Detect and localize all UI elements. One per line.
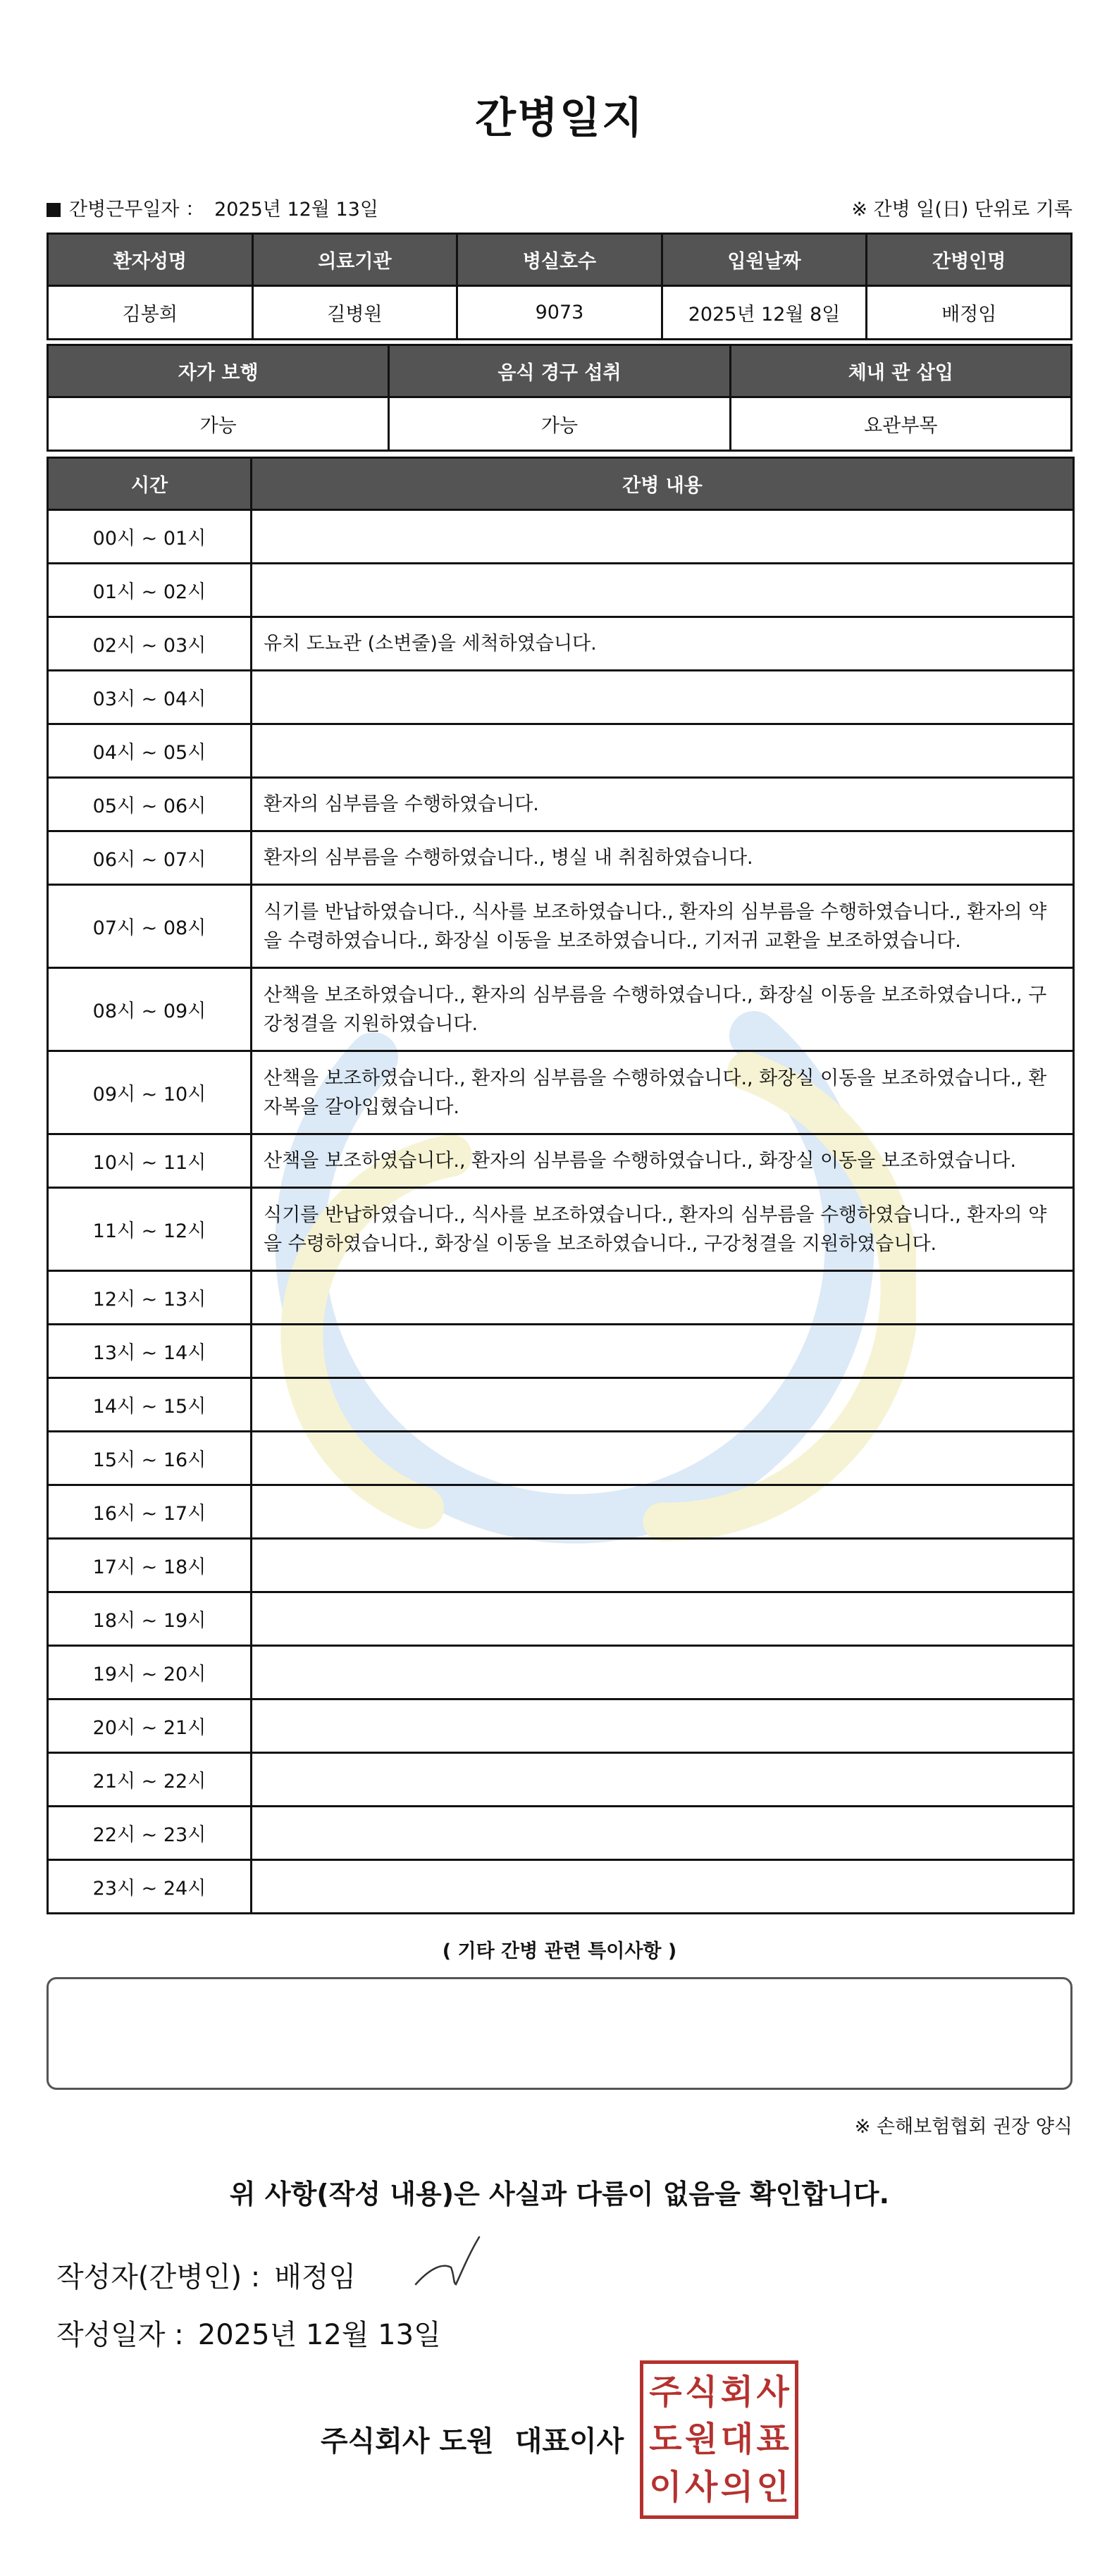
care-log-table <box>47 457 1075 1914</box>
seal-characters <box>648 2368 791 2511</box>
care-content-cell <box>252 1325 1074 1378</box>
notes-title: ( 기타 간병 관련 특이사항 ) <box>442 1940 677 1962</box>
care-content-cell <box>252 1807 1074 1860</box>
header-admission-date: 입원날짜 <box>662 234 867 286</box>
care-content-cell <box>252 1860 1074 1914</box>
work-date-value: 2025년 12월 13일 <box>214 199 378 221</box>
header-hospital: 의료기관 <box>252 234 457 286</box>
header-time: 시간 <box>48 458 252 510</box>
seal-char: 도 <box>649 2420 682 2460</box>
care-content-cell <box>252 1432 1074 1485</box>
seal-char: 의 <box>720 2467 754 2508</box>
time-cell: 01시 ~ 02시 <box>48 564 252 617</box>
care-content-cell: 산책을 보조하였습니다., 환자의 심부름을 수행하였습니다., 화장실 이동을 보조하였습니다. <box>252 1134 1074 1188</box>
table-row <box>48 885 1074 968</box>
care-content-cell <box>252 1485 1074 1539</box>
table-row <box>48 831 1074 885</box>
self-walking: 가능 <box>48 397 389 451</box>
care-content-cell <box>252 724 1074 778</box>
time-cell: 03시 ~ 04시 <box>48 671 252 724</box>
write-date-label: 작성일자 : <box>56 2319 184 2351</box>
square-bullet-icon <box>47 203 61 217</box>
record-unit-note: ※ 간병 일(日) 단위로 기록 <box>851 199 1072 221</box>
time-cell: 21시 ~ 22시 <box>48 1753 252 1807</box>
table-row <box>48 1753 1074 1807</box>
page-title: 간병일지 <box>475 94 644 143</box>
time-cell: 10시 ~ 11시 <box>48 1134 252 1188</box>
care-content-cell <box>252 1378 1074 1432</box>
table-row <box>48 1325 1074 1378</box>
time-cell: 08시 ~ 09시 <box>48 968 252 1051</box>
table-row <box>48 1807 1074 1860</box>
table-row <box>48 1188 1074 1271</box>
header-care-content: 간병 내용 <box>252 458 1074 510</box>
room-number: 9073 <box>457 286 662 340</box>
header-room-number: 병실호수 <box>457 234 662 286</box>
table-row <box>48 1699 1074 1753</box>
header-oral-intake: 음식 경구 섭취 <box>389 345 730 397</box>
time-cell: 23시 ~ 24시 <box>48 1860 252 1914</box>
time-cell: 15시 ~ 16시 <box>48 1432 252 1485</box>
time-cell: 06시 ~ 07시 <box>48 831 252 885</box>
company-seal-stamp <box>640 2360 798 2519</box>
time-cell: 00시 ~ 01시 <box>48 510 252 564</box>
time-cell: 13시 ~ 14시 <box>48 1325 252 1378</box>
work-date <box>47 194 378 221</box>
hospital: 길병원 <box>252 286 457 340</box>
work-date-label: 간병근무일자 ： <box>69 199 205 221</box>
seal-char: 표 <box>756 2420 789 2460</box>
table-row <box>48 1271 1074 1325</box>
care-content-cell <box>252 1646 1074 1699</box>
company-name: 주식회사 도원 <box>321 2425 494 2458</box>
oral-intake: 가능 <box>389 397 730 451</box>
seal-char: 대 <box>720 2420 754 2460</box>
caregiver-name: 배정임 <box>867 286 1072 340</box>
writer-name: 배정임 <box>274 2261 357 2293</box>
seal-char: 인 <box>756 2467 789 2508</box>
table-row <box>48 1051 1074 1134</box>
seal-char: 사 <box>756 2372 789 2412</box>
care-content-cell: 식기를 반납하였습니다., 식사를 보조하였습니다., 환자의 심부름을 수행하였습니다., 환자의 약을 수령하였습니다., 화장실 이동을 보조하였습니다., 구강청결을 지원하였습니다. <box>252 1188 1074 1271</box>
care-content-cell <box>252 671 1074 724</box>
time-cell: 07시 ~ 08시 <box>48 885 252 968</box>
table-row <box>48 1134 1074 1188</box>
table-row <box>48 1485 1074 1539</box>
patient-info-table <box>47 233 1072 340</box>
time-cell: 18시 ~ 19시 <box>48 1592 252 1646</box>
company-rep: 대표이사 <box>514 2425 624 2458</box>
meta-row <box>47 194 1072 222</box>
time-cell: 17시 ~ 18시 <box>48 1539 252 1592</box>
time-cell: 12시 ~ 13시 <box>48 1271 252 1325</box>
seal-char: 원 <box>684 2420 718 2460</box>
seal-char: 식 <box>684 2372 718 2412</box>
header-tube-insertion: 체내 관 삽입 <box>730 345 1071 397</box>
care-content-cell: 식기를 반납하였습니다., 식사를 보조하였습니다., 환자의 심부름을 수행하였습니다., 환자의 약을 수령하였습니다., 화장실 이동을 보조하였습니다., 기저귀 교환을 보조하였습니다. <box>252 885 1074 968</box>
time-cell: 19시 ~ 20시 <box>48 1646 252 1699</box>
table-row <box>48 617 1074 671</box>
patient-status-table <box>47 344 1072 452</box>
table-row <box>48 1646 1074 1699</box>
table-row <box>48 1432 1074 1485</box>
time-cell: 04시 ~ 05시 <box>48 724 252 778</box>
table-row <box>48 1592 1074 1646</box>
company-line <box>321 2419 624 2459</box>
table-row <box>48 778 1074 831</box>
header-self-walking: 자가 보행 <box>48 345 389 397</box>
writer-label: 작성자(간병인) : <box>56 2261 261 2293</box>
seal-char: 주 <box>649 2372 682 2412</box>
care-log-body <box>48 510 1074 1914</box>
care-content-cell: 산책을 보조하였습니다., 환자의 심부름을 수행하였습니다., 화장실 이동을 보조하였습니다., 환자복을 갈아입혔습니다. <box>252 1051 1074 1134</box>
care-content-cell <box>252 564 1074 617</box>
admission-date: 2025년 12월 8일 <box>662 286 867 340</box>
table-row <box>48 671 1074 724</box>
care-content-cell: 환자의 심부름을 수행하였습니다., 병실 내 취침하였습니다. <box>252 831 1074 885</box>
handwritten-signature <box>412 2234 483 2290</box>
seal-char: 사 <box>684 2467 718 2508</box>
care-content-cell <box>252 1753 1074 1807</box>
table-row <box>48 724 1074 778</box>
time-cell: 11시 ~ 12시 <box>48 1188 252 1271</box>
care-content-cell <box>252 1699 1074 1753</box>
write-date-line <box>56 2312 441 2353</box>
table-row <box>48 1539 1074 1592</box>
care-content-cell: 산책을 보조하였습니다., 환자의 심부름을 수행하였습니다., 화장실 이동을 보조하였습니다., 구강청결을 지원하였습니다. <box>252 968 1074 1051</box>
table-row <box>48 510 1074 564</box>
confirmation-statement: 위 사항(작성 내용)은 사실과 다름이 없음을 확인합니다. <box>229 2179 890 2210</box>
care-content-cell <box>252 1539 1074 1592</box>
table-row <box>48 1860 1074 1914</box>
tube-insertion: 요관부목 <box>730 397 1071 451</box>
time-cell: 22시 ~ 23시 <box>48 1807 252 1860</box>
table-row <box>48 1378 1074 1432</box>
header-patient-name: 환자성명 <box>48 234 253 286</box>
time-cell: 20시 ~ 21시 <box>48 1699 252 1753</box>
care-content-cell: 유치 도뇨관 (소변줄)을 세척하였습니다. <box>252 617 1074 671</box>
time-cell: 09시 ~ 10시 <box>48 1051 252 1134</box>
care-content-cell <box>252 1271 1074 1325</box>
header-caregiver-name: 간병인명 <box>867 234 1072 286</box>
form-source-note: ※ 손해보험협회 권장 양식 <box>854 2116 1072 2138</box>
seal-char: 이 <box>649 2467 682 2508</box>
time-cell: 14시 ~ 15시 <box>48 1378 252 1432</box>
writer-line <box>56 2255 356 2295</box>
notes-box <box>47 1977 1072 2090</box>
care-content-cell <box>252 1592 1074 1646</box>
care-content-cell <box>252 510 1074 564</box>
time-cell: 16시 ~ 17시 <box>48 1485 252 1539</box>
table-row <box>48 564 1074 617</box>
seal-char: 회 <box>720 2372 754 2412</box>
table-row <box>48 968 1074 1051</box>
write-date-value: 2025년 12월 13일 <box>197 2319 441 2351</box>
patient-name: 김봉희 <box>48 286 253 340</box>
time-cell: 05시 ~ 06시 <box>48 778 252 831</box>
time-cell: 02시 ~ 03시 <box>48 617 252 671</box>
care-content-cell: 환자의 심부름을 수행하였습니다. <box>252 778 1074 831</box>
